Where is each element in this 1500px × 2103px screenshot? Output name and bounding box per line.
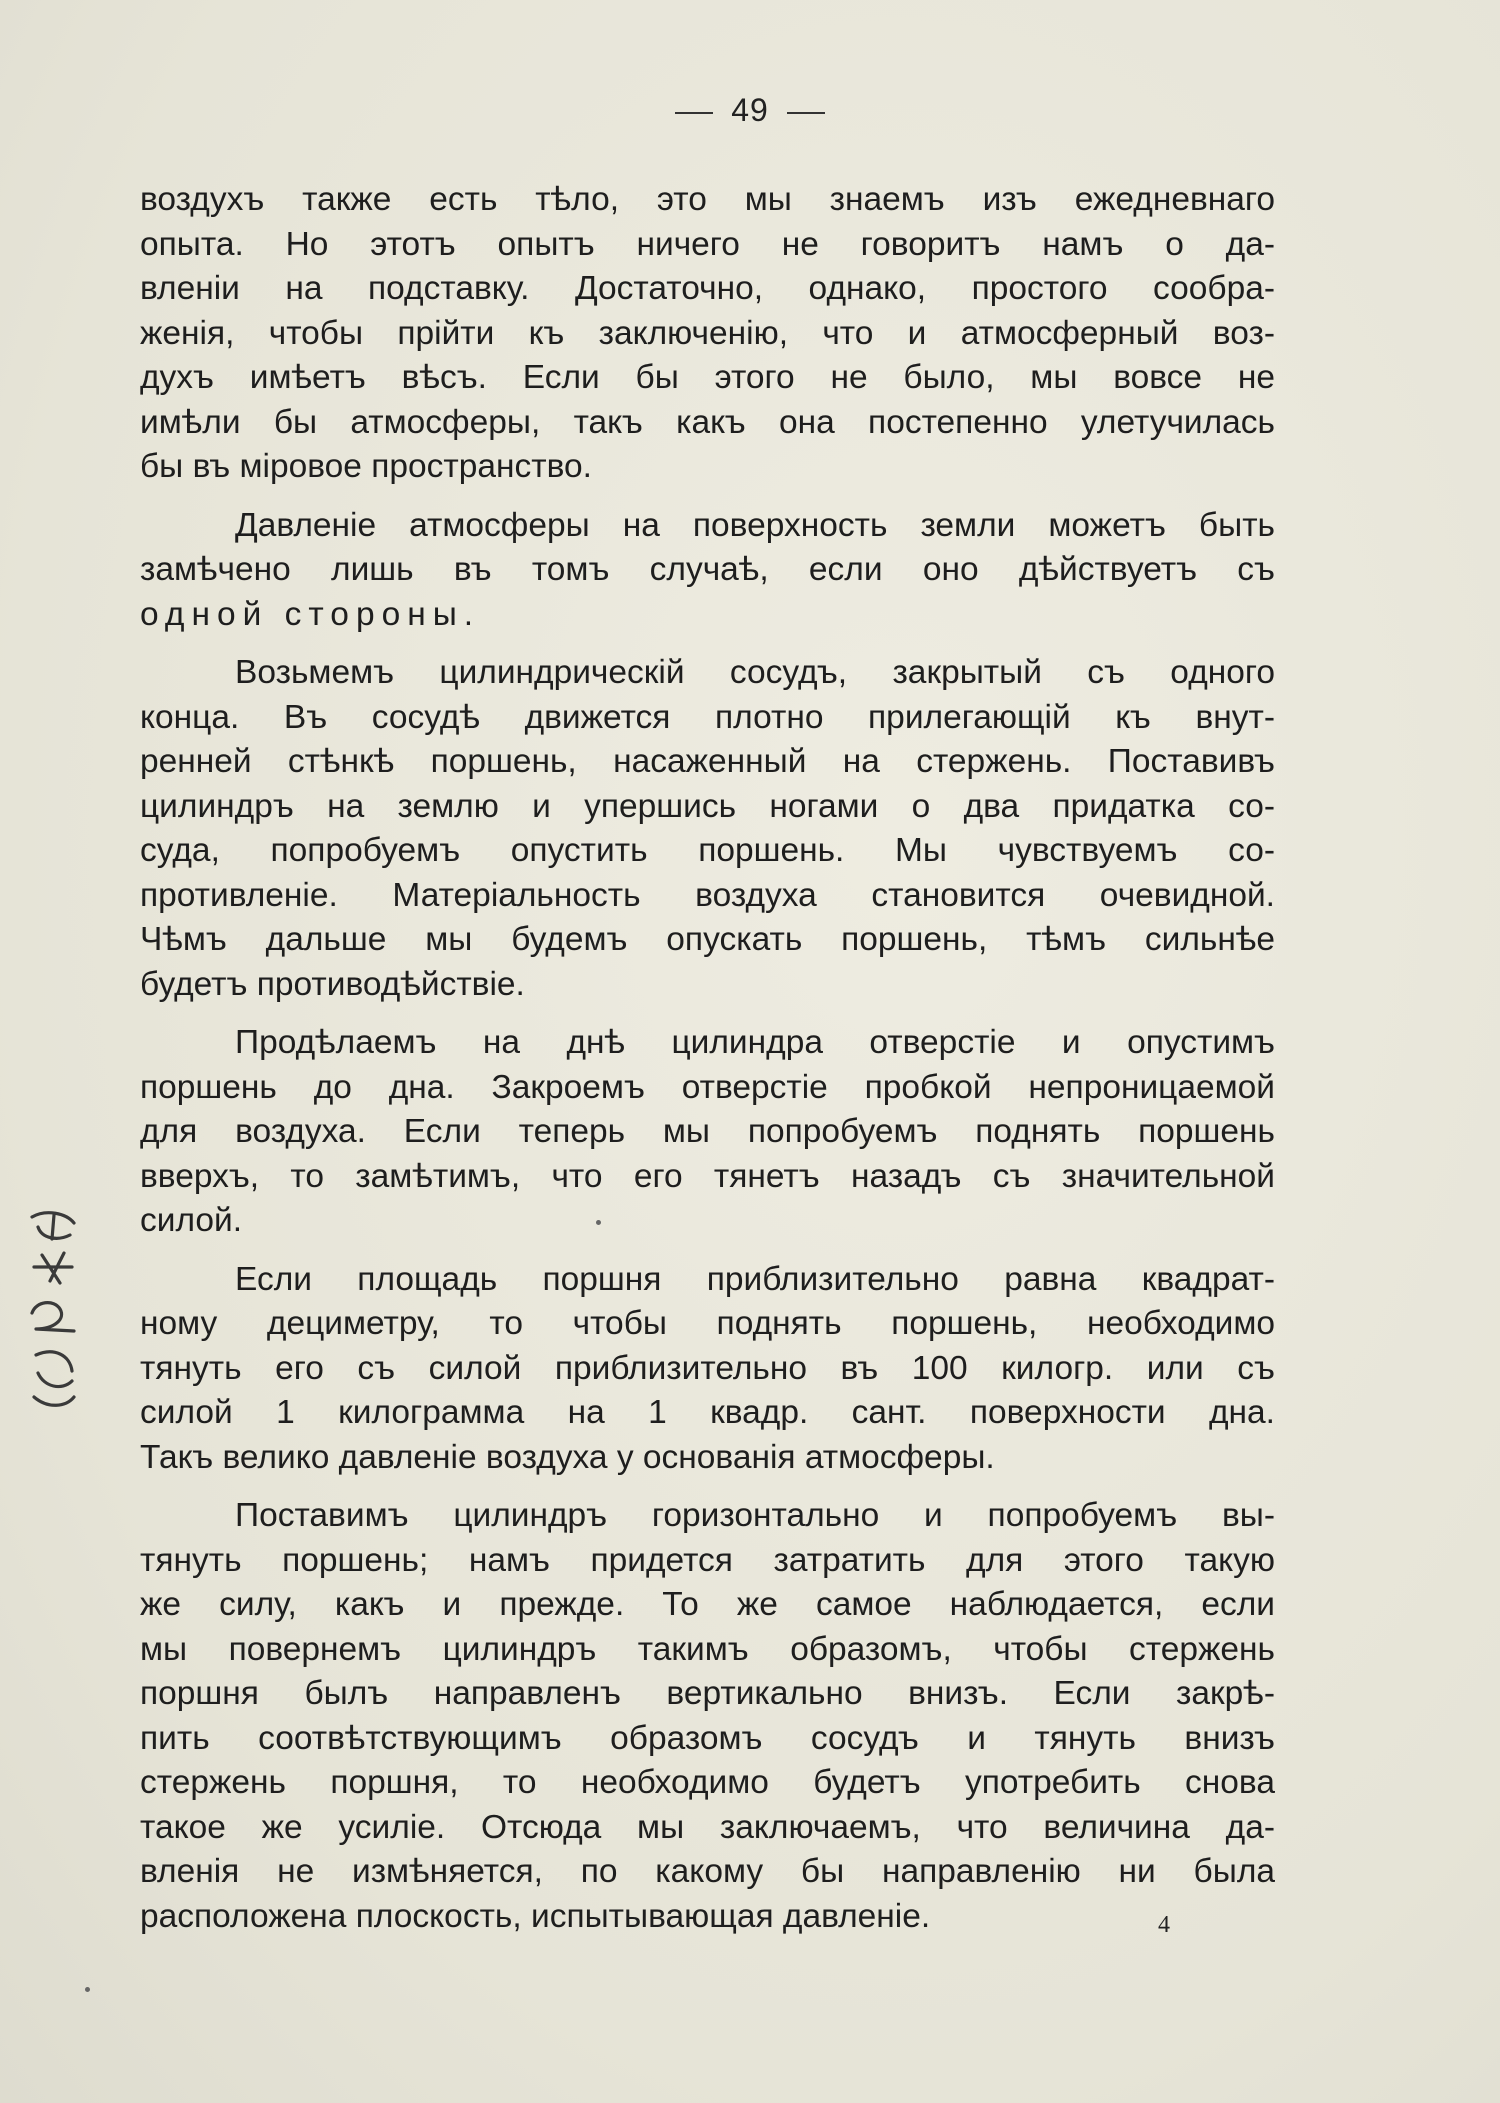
paragraph <box>140 504 1275 638</box>
text-line: опыта. Но этотъ опытъ ничего не говоритъ намъ о да- <box>140 225 1275 263</box>
text-line: стержень поршня, то необходимо будетъ употребить снова <box>140 1764 1275 1801</box>
text-line: будетъ противодѣйствіе. <box>140 965 525 1003</box>
paragraph <box>140 1021 1275 1244</box>
text-line: цилиндръ на землю и упершись ногами о два придатка со- <box>140 787 1275 825</box>
text-line: Если площадь поршня приблизительно равна квадрат- <box>235 1260 1275 1298</box>
text-line: тянуть поршень; намъ придется затратить для этого такую <box>140 1541 1275 1579</box>
text-line: замѣчено лишь въ томъ случаѣ, если оно дѣйствуетъ съ <box>140 551 1275 588</box>
text-line: вверхъ, то замѣтимъ, что его тянетъ назадъ съ значительной <box>140 1157 1275 1195</box>
left-dash <box>675 112 713 114</box>
text-line: такое же усиліе. Отсюда мы заключаемъ, что величина да- <box>140 1808 1275 1846</box>
text-line: Такъ велико давленіе воздуха у основанія атмосферы. <box>140 1438 995 1476</box>
paragraph <box>140 651 1275 1007</box>
paragraph <box>140 178 1275 490</box>
text-line: противленіе. Матеріальность воздуха становится очевидной. <box>140 876 1275 914</box>
right-dash <box>787 112 825 114</box>
text-line-spaced: одной стороны. <box>140 595 481 633</box>
text-line: поршень до дна. Закроемъ отверстіе пробкой непроницаемой <box>140 1068 1275 1106</box>
paragraph <box>140 1494 1275 1939</box>
text-line: бы въ міровое пространство. <box>140 448 592 485</box>
text-line: Возьмемъ цилиндрическій сосудъ, закрытый съ одного <box>235 654 1275 691</box>
page-body-text <box>140 178 1275 1953</box>
text-line: для воздуха. Если теперь мы попробуемъ поднять поршень <box>140 1113 1275 1150</box>
text-line: конца. Въ сосудѣ движется плотно прилегающій къ внут- <box>140 698 1275 736</box>
text-line: Давленіе атмосферы на поверхность земли можетъ быть <box>235 506 1275 544</box>
text-line: силой 1 килограмма на 1 квадр. сант. поверхности дна. <box>140 1394 1275 1431</box>
text-line: Продѣлаемъ на днѣ цилиндра отверстіе и опустимъ <box>235 1024 1275 1061</box>
text-line: вленіи на подставку. Достаточно, однако, простого сообра- <box>140 270 1275 307</box>
text-line: поршня былъ направленъ вертикально внизъ. Если закрѣ- <box>140 1675 1275 1712</box>
text-line: расположена плоскость, испытывающая давленіе. <box>140 1897 931 1935</box>
text-line: ному дециметру, то чтобы поднять поршень, необходимо <box>140 1305 1275 1342</box>
text-line: же силу, какъ и прежде. То же самое наблюдается, если <box>140 1586 1275 1623</box>
text-line: воздухъ также есть тѣло, это мы знаемъ изъ ежедневнаго <box>140 181 1275 218</box>
text-line: ренней стѣнкѣ поршень, насаженный на стержень. Поставивъ <box>140 743 1275 780</box>
paragraph <box>140 1258 1275 1481</box>
page-number: 49 <box>731 92 769 128</box>
paper-speck <box>596 1220 601 1225</box>
text-line: силой. <box>140 1202 243 1239</box>
page-header <box>0 92 1500 129</box>
text-line: вленія не измѣняется, по какому бы направленію ни была <box>140 1853 1275 1890</box>
text-line: пить соотвѣтствующимъ образомъ сосудъ и тянуть внизъ <box>140 1719 1275 1757</box>
text-line: женія, чтобы прійти къ заключенію, что и атмосферный воз- <box>140 314 1275 352</box>
paper-speck <box>85 1987 90 1992</box>
text-line: мы повернемъ цилиндръ такимъ образомъ, чтобы стержень <box>140 1630 1275 1668</box>
text-line: Поставимъ цилиндръ горизонтально и попробуемъ вы- <box>235 1497 1275 1534</box>
text-line: тянуть его съ силой приблизительно въ 100 килогр. или съ <box>140 1349 1275 1387</box>
text-line: духъ имѣетъ вѣсъ. Если бы этого не было, мы вовсе не <box>140 359 1275 396</box>
text-line: Чѣмъ дальше мы будемъ опускать поршень, тѣмъ сильнѣе <box>140 921 1275 958</box>
text-line: суда, попробуемъ опустить поршень. Мы чувствуемъ со- <box>140 832 1275 869</box>
handwritten-pencil-note-icon <box>14 1205 94 1415</box>
text-line: имѣли бы атмосферы, такъ какъ она постепенно улетучилась <box>140 403 1275 441</box>
signature-mark: 4 <box>1158 1912 1170 1938</box>
